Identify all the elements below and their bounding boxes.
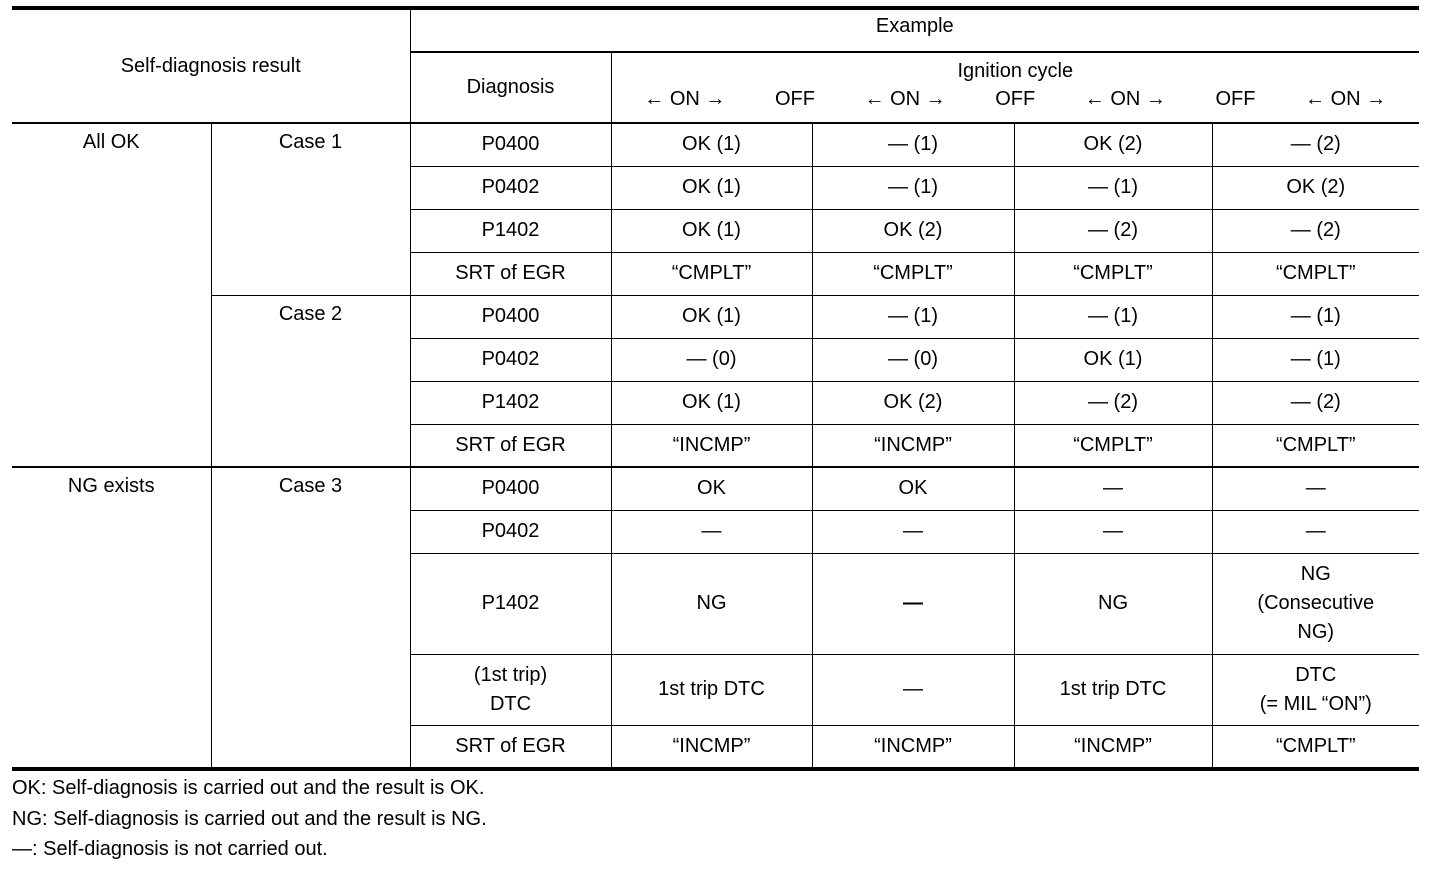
value-cell: “CMPLT” (1014, 424, 1212, 467)
value-cell: — (2) (1014, 209, 1212, 252)
diagnosis-code: SRT of EGR (410, 725, 611, 769)
value-cell: — (1) (1212, 338, 1419, 381)
value-cell: — (1212, 510, 1419, 553)
value-cell: — (812, 654, 1014, 725)
cycle-step: OFF (774, 88, 815, 110)
cycle-step: ← ON → (1305, 88, 1387, 110)
diagnosis-code: P0400 (410, 123, 611, 166)
value-cell: — (1) (1014, 295, 1212, 338)
value-cell: — (2) (1212, 381, 1419, 424)
value-cell: “INCMP” (611, 424, 812, 467)
legend-not-carried-out: —: Self-diagnosis is not carried out. (12, 838, 328, 860)
value-cell: OK (1) (611, 295, 812, 338)
value-cell: OK (1) (611, 123, 812, 166)
header-diagnosis: Diagnosis (410, 52, 611, 123)
result-all-ok: All OK (12, 123, 211, 467)
cycle-step: OFF (1215, 88, 1256, 110)
result-ng-exists: NG exists (12, 467, 211, 769)
value-cell: — (2) (1014, 381, 1212, 424)
value-cell: OK (2) (1014, 123, 1212, 166)
diagnosis-code: P1402 (410, 553, 611, 654)
value-cell: “INCMP” (611, 725, 812, 769)
value-cell: “CMPLT” (1212, 252, 1419, 295)
value-cell: “CMPLT” (812, 252, 1014, 295)
value-cell: “CMPLT” (1014, 252, 1212, 295)
value-cell: — (1014, 467, 1212, 510)
value-cell: — (1) (1212, 295, 1419, 338)
legend-ok: OK: Self-diagnosis is carried out and the result is OK. (12, 777, 485, 799)
diagnosis-code: (1st trip) DTC (410, 654, 611, 725)
value-cell: DTC (= MIL “ON”) (1212, 654, 1419, 725)
value-cell: — (2) (1212, 209, 1419, 252)
value-cell: — (1212, 467, 1419, 510)
value-cell: OK (812, 467, 1014, 510)
diagnosis-code: SRT of EGR (410, 252, 611, 295)
table-row (12, 295, 1419, 338)
value-cell: OK (2) (812, 381, 1014, 424)
value-cell: 1st trip DTC (1014, 654, 1212, 725)
value-cell: OK (1) (611, 381, 812, 424)
diagnosis-code: SRT of EGR (410, 424, 611, 467)
cycle-step: OFF (995, 88, 1036, 110)
value-cell: — (812, 510, 1014, 553)
case-1-label: Case 1 (211, 123, 410, 295)
table-row (12, 123, 1419, 166)
header-example: Example (410, 8, 1419, 52)
ignition-cycle-label: Ignition cycle (957, 60, 1074, 82)
case-2-label: Case 2 (211, 295, 410, 467)
diagnosis-code: P0402 (410, 166, 611, 209)
header-ignition-cycle (611, 52, 1419, 123)
diagnosis-code: P0400 (410, 467, 611, 510)
value-cell: NG (Consecutive NG) (1212, 553, 1419, 654)
value-cell: — (1) (812, 295, 1014, 338)
value-cell: “INCMP” (1014, 725, 1212, 769)
value-cell: “INCMP” (812, 725, 1014, 769)
value-cell: “INCMP” (812, 424, 1014, 467)
legend (12, 773, 487, 865)
value-cell: — (0) (611, 338, 812, 381)
self-diagnosis-table (12, 6, 1419, 771)
ignition-cycle-steps (612, 85, 1420, 113)
value-cell: — (1) (812, 123, 1014, 166)
diagnosis-code: P1402 (410, 209, 611, 252)
legend-ng: NG: Self-diagnosis is carried out and the result is NG. (12, 807, 487, 830)
case-3-label: Case 3 (211, 467, 410, 769)
value-cell: — (1) (812, 166, 1014, 209)
value-cell: OK (1) (611, 209, 812, 252)
cycle-step: ← ON → (864, 88, 946, 110)
value-cell: OK (2) (812, 209, 1014, 252)
value-cell: — (1) (1014, 166, 1212, 209)
diagnosis-code: P0402 (410, 338, 611, 381)
diagnosis-code: P0400 (410, 295, 611, 338)
value-cell: “CMPLT” (1212, 725, 1419, 769)
value-cell: OK (2) (1212, 166, 1419, 209)
value-cell: OK (1) (1014, 338, 1212, 381)
diagnosis-code: P1402 (410, 381, 611, 424)
cycle-step: ← ON → (1084, 88, 1166, 110)
value-cell: “CMPLT” (611, 252, 812, 295)
value-cell: “CMPLT” (1212, 424, 1419, 467)
value-cell: NG (1014, 553, 1212, 654)
value-cell: — (812, 553, 1014, 654)
value-cell: — (0) (812, 338, 1014, 381)
value-cell: — (611, 510, 812, 553)
diagnosis-code: P0402 (410, 510, 611, 553)
value-cell: — (2) (1212, 123, 1419, 166)
value-cell: 1st trip DTC (611, 654, 812, 725)
header-self-diagnosis-result: Self-diagnosis result (12, 8, 410, 123)
value-cell: OK (611, 467, 812, 510)
value-cell: — (1014, 510, 1212, 553)
value-cell: OK (1) (611, 166, 812, 209)
value-cell: NG (611, 553, 812, 654)
cycle-step: ← ON → (644, 88, 726, 110)
table-row (12, 467, 1419, 510)
